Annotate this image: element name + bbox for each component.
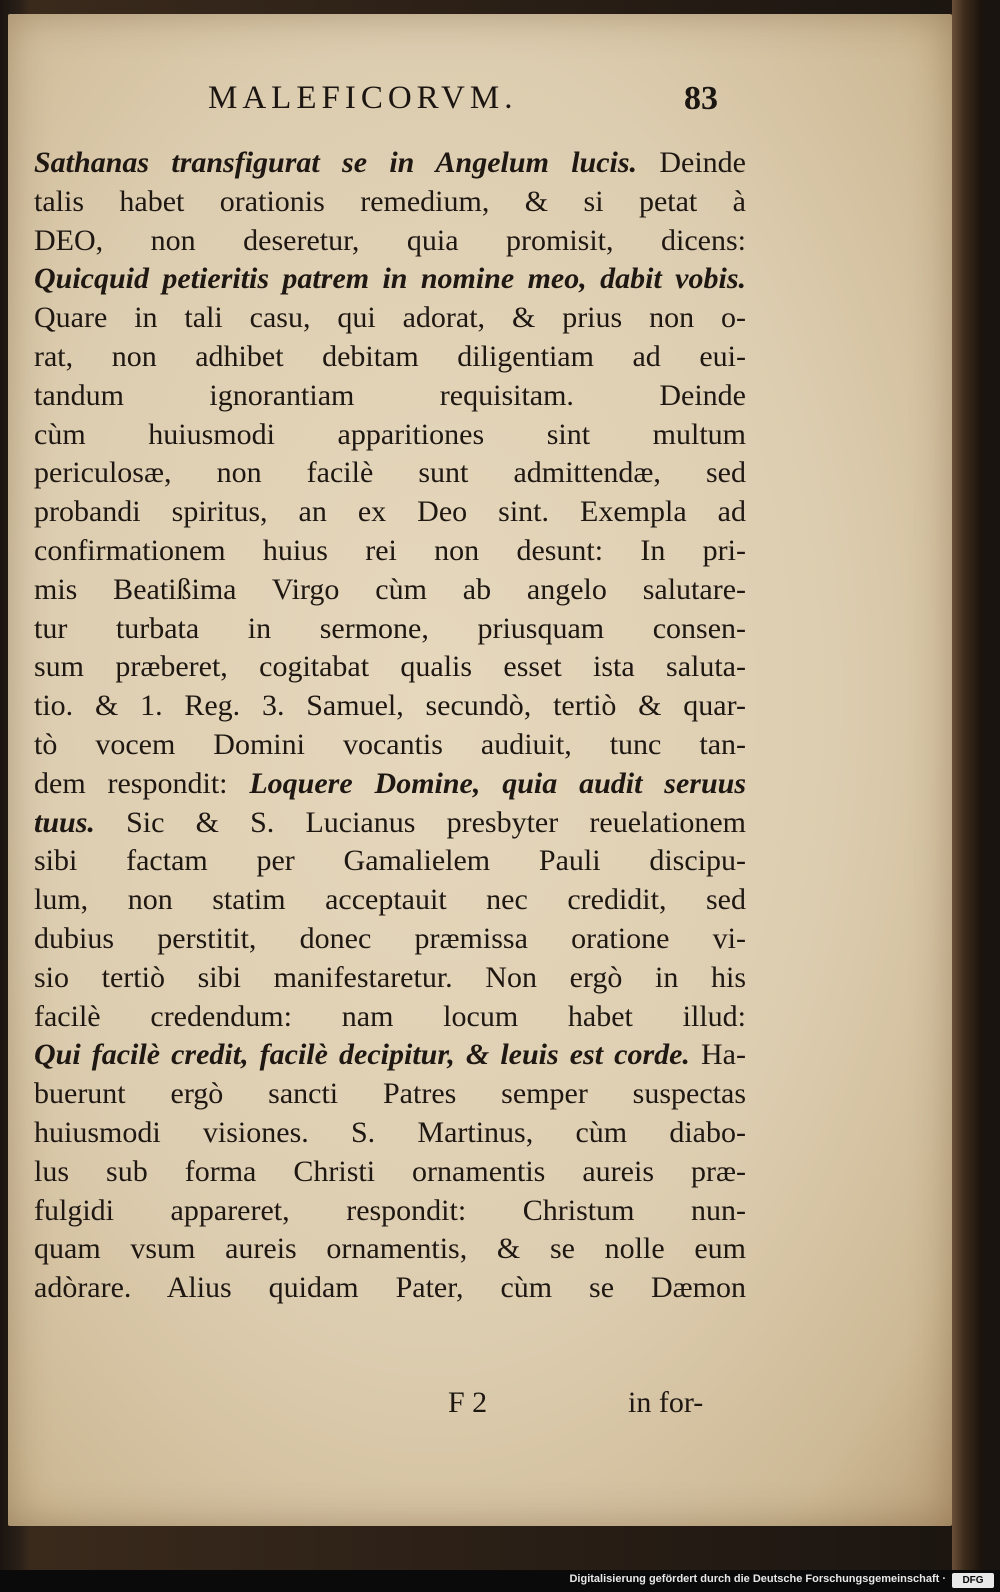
line-text: probandi spiritus, an ex Deo sint. Exempla ad [34,495,746,529]
italic-quote: Loquere Domine, quia audit seruus [249,766,746,800]
line-text: mis Beatißima Virgo cùm ab angelo salutare- [34,572,746,606]
text-line [34,610,746,649]
text-line [34,804,746,843]
book-edge [952,0,982,1570]
text-line [34,338,746,377]
line-text: confirmationem huius rei non desunt: In pri- [34,533,746,567]
line-text: cùm huiusmodi apparitiones sint multum [34,417,746,451]
text-line [34,377,746,416]
signature-mark: F 2 [448,1386,488,1419]
catchword: in for- [628,1386,704,1419]
text-line [34,1192,746,1231]
text-line [34,416,746,455]
line-text: tò vocem Domini vocantis audiuit, tunc tan- [34,727,746,761]
text-line [34,920,746,959]
text-line [34,765,746,804]
line-text: sum præberet, cogitabat qualis esset ista saluta- [34,650,746,684]
text-line [34,1075,746,1114]
text-line [34,532,746,571]
line-text: DEO, non deseretur, quia promisit, dicens: [34,223,746,257]
page-number: 83 [684,80,718,117]
line-text: huiusmodi visiones. S. Martinus, cùm diabo- [34,1115,746,1149]
text-line [34,1114,746,1153]
line-text: facilè credendum: nam locum habet illud: [34,999,746,1033]
line-text: tio. & 1. Reg. 3. Samuel, secundò, tertiò & quar- [34,689,746,723]
text-line [34,687,746,726]
line-text: Quare in tali casu, qui adorat, & prius non o- [34,301,746,335]
text-line [34,726,746,765]
italic-quote: Quicquid petieritis patrem in nomine meo, dabit vobis. [34,262,746,296]
text-line [34,881,746,920]
running-head: MALEFICORVM. [208,80,518,116]
line-text: periculosæ, non facilè sunt admittendæ, sed [34,456,746,490]
funding-credit: Digitalisierung gefördert durch die Deutsche Forschungsgemeinschaft · [569,1573,946,1585]
text-line [34,493,746,532]
text-line [34,299,746,338]
line-text: lus sub forma Christi ornamentis aureis præ- [34,1154,746,1188]
text-line [34,260,746,299]
text-line [34,1153,746,1192]
text-line [34,959,746,998]
line-text: Ha- [689,1038,746,1072]
line-text: dem respondit: [34,766,250,800]
signature-line [448,1386,748,1426]
text-line [34,1269,746,1308]
italic-quote: Sathanas transfigurat se in Angelum lucis. [34,146,638,179]
text-line [34,648,746,687]
line-text: tandum ignorantiam requisitam. Deinde [34,378,746,412]
text-line [34,144,746,183]
line-text: sibi factam per Gamalielem Pauli discipu- [34,844,746,878]
book-page [8,14,952,1526]
text-line [34,998,746,1037]
line-text: talis habet orationis remedium, & si petat à [34,184,746,218]
text-line [34,1036,746,1075]
text-line [34,454,746,493]
footer-bar [0,1570,1000,1592]
text-line [34,1230,746,1269]
line-text: Deinde [637,146,746,179]
text-line [34,571,746,610]
line-text: fulgidi appareret, respondit: Christum nun- [34,1193,746,1227]
line-text: Sic & S. Lucianus presbyter reuelationem [94,805,746,839]
text-line [34,842,746,881]
text-block [34,144,746,1308]
text-line [34,183,746,222]
text-line [34,222,746,261]
italic-quote: tuus. [34,805,95,839]
line-text: sio tertiò sibi manifestaretur. Non ergò in his [34,960,746,994]
line-text: tur turbata in sermone, priusquam consen- [34,611,746,645]
line-text: rat, non adhibet debitam diligentiam ad eui- [34,339,746,373]
line-text: adòrare. Alius quidam Pater, cùm se Dæmon [34,1271,746,1305]
line-text: dubius perstitit, donec præmissa oratione vi- [34,921,746,955]
line-text: lum, non statim acceptauit nec credidit, sed [34,883,746,917]
line-text: quam vsum aureis ornamentis, & se nolle eum [34,1232,746,1266]
italic-quote: Qui facilè credit, facilè decipitur, & leuis est corde. [34,1038,690,1072]
line-text: buerunt ergò sancti Patres semper suspectas [34,1077,746,1111]
dfg-logo: DFG [952,1573,994,1588]
